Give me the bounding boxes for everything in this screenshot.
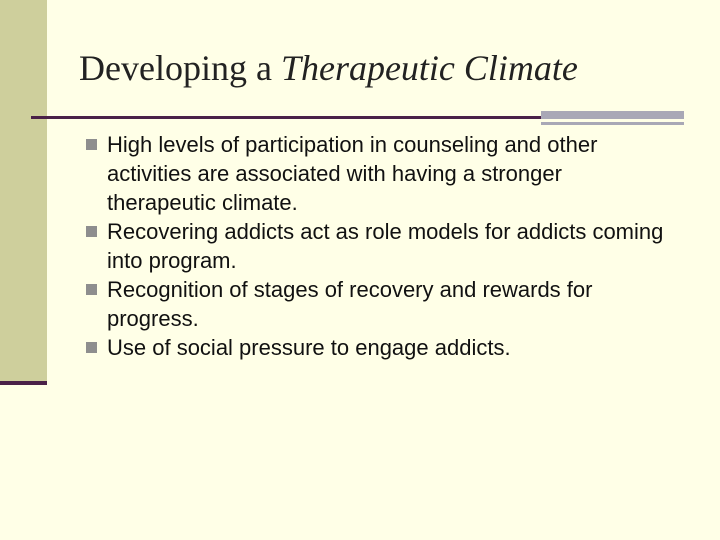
slide-title <box>79 46 578 90</box>
bullet-text: Recovering addicts act as role models for addicts coming into program. <box>107 219 664 273</box>
bullet-item <box>83 275 673 333</box>
square-bullet-icon <box>86 226 97 237</box>
square-bullet-icon <box>86 342 97 353</box>
slide-title-plain: Developing a <box>79 48 281 88</box>
square-bullet-icon <box>86 284 97 295</box>
square-bullet-icon <box>86 139 97 150</box>
title-divider-grey-block <box>541 111 684 119</box>
bullet-list <box>83 130 673 362</box>
title-divider-grey-line <box>541 122 684 125</box>
bullet-text: Use of social pressure to engage addicts. <box>107 335 511 360</box>
bullet-item <box>83 130 673 217</box>
bullet-item <box>83 333 673 362</box>
bullet-text: High levels of participation in counseling and other activities are associated with having a stronger therapeutic climate. <box>107 132 598 215</box>
decorative-side-bar <box>0 0 47 382</box>
bullet-item <box>83 217 673 275</box>
slide-title-italic: Therapeutic Climate <box>280 48 578 88</box>
bullet-text: Recognition of stages of recovery and rewards for progress. <box>107 277 593 331</box>
title-divider-dark <box>31 116 541 119</box>
decorative-side-bar-base <box>0 381 47 385</box>
